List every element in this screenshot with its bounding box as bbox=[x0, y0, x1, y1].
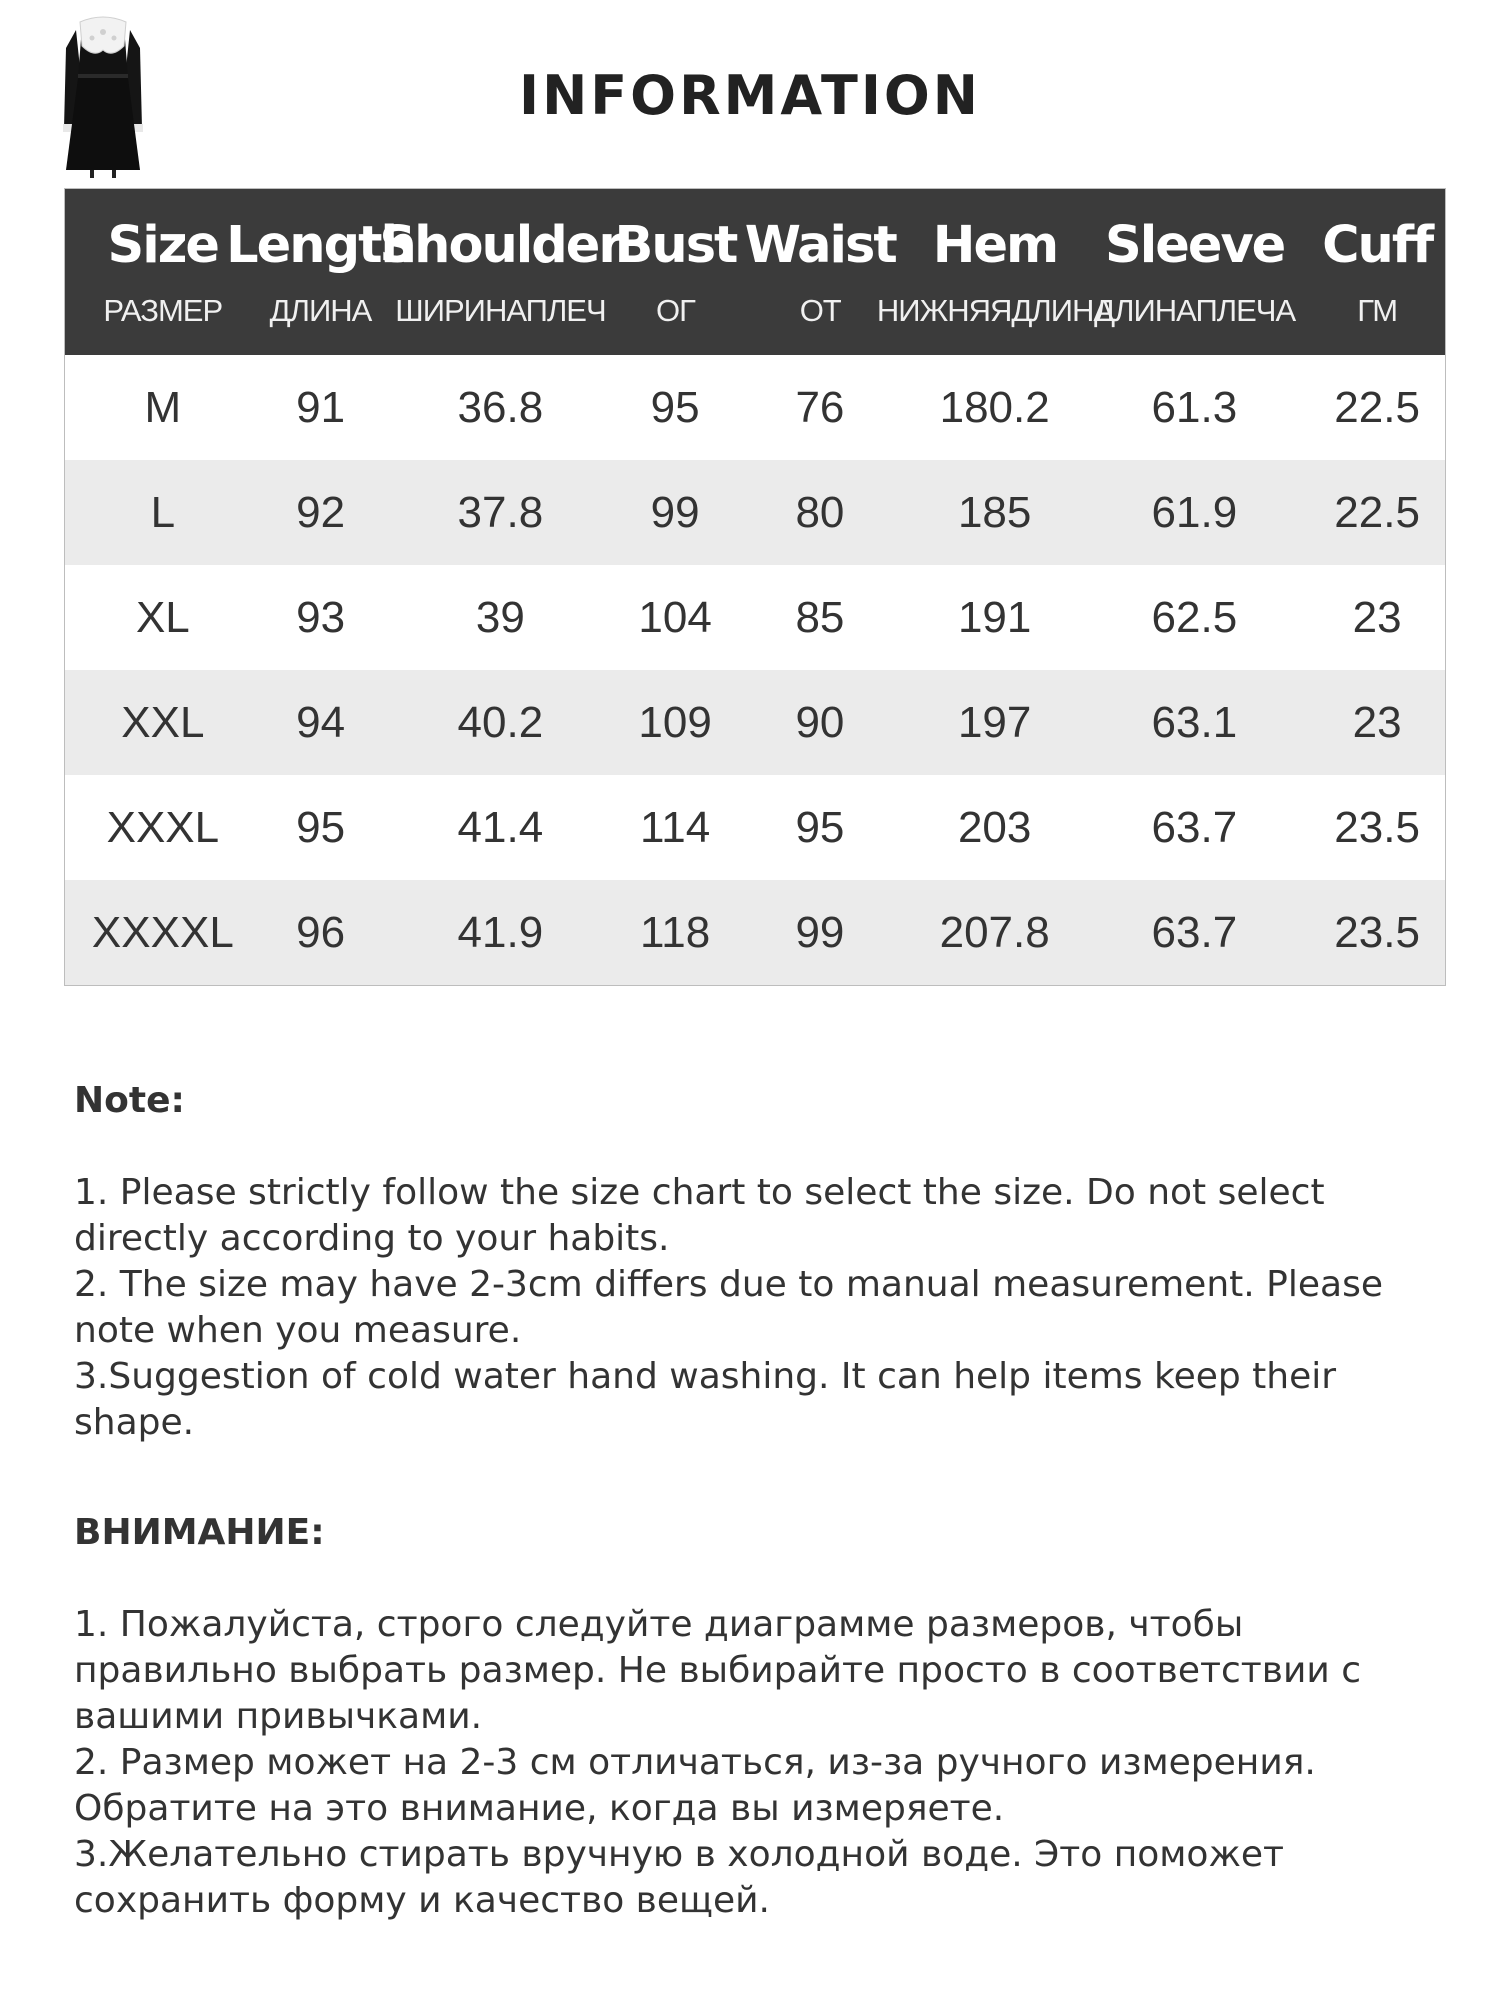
header-cuff-en: Cuff bbox=[1322, 216, 1433, 275]
table-row bbox=[65, 565, 1445, 670]
cell-shoulder: 41.4 bbox=[457, 802, 544, 852]
cell-cuff: 23.5 bbox=[1334, 802, 1420, 852]
cell-length: 93 bbox=[296, 592, 346, 642]
cell-bust: 114 bbox=[640, 802, 711, 852]
cell-hem: 207.8 bbox=[939, 907, 1050, 957]
cell-hem: 191 bbox=[957, 592, 1032, 642]
header-cuff bbox=[1309, 189, 1445, 355]
table-row bbox=[65, 355, 1445, 460]
header-hem-ru: НИЖНЯЯДЛИНА bbox=[876, 293, 1114, 328]
page-title: INFORMATION bbox=[518, 64, 982, 127]
table-row bbox=[65, 460, 1445, 565]
table-row bbox=[65, 670, 1445, 775]
header-shoulder-en: Shoulder bbox=[379, 216, 622, 275]
cell-hem: 197 bbox=[957, 697, 1032, 747]
header-bust-en: Bust bbox=[614, 216, 737, 275]
cell-waist: 85 bbox=[795, 592, 845, 642]
size-chart-table bbox=[64, 188, 1446, 986]
cell-sleeve: 63.7 bbox=[1151, 907, 1238, 957]
cell-size: XXL bbox=[121, 697, 205, 747]
note-line: 1. Пожалуйста, строго следуйте диаграмме размеров, чтобы правильно выбрать размер. Не выбирайте просто в соответствии с вашими привычками. bbox=[74, 1604, 1362, 1737]
cell-length: 96 bbox=[296, 907, 346, 957]
header-bust bbox=[614, 189, 737, 355]
note-line: 1. Please strictly follow the size chart to select the size. Do not select directly according to your habits. bbox=[74, 1172, 1325, 1259]
cell-length: 91 bbox=[296, 382, 346, 432]
notes-russian bbox=[74, 1510, 1414, 1924]
header-bust-ru: ОГ bbox=[656, 293, 695, 328]
cell-size: XXXL bbox=[106, 802, 220, 852]
cell-bust: 118 bbox=[640, 907, 711, 957]
header-sleeve-ru: ДЛИНАПЛЕЧА bbox=[1094, 293, 1296, 328]
cell-waist: 95 bbox=[795, 802, 845, 852]
header-shoulder bbox=[380, 189, 620, 355]
header-length-ru: ДЛИНА bbox=[269, 293, 372, 328]
table-header bbox=[65, 189, 1445, 355]
cell-length: 94 bbox=[296, 697, 346, 747]
cell-waist: 99 bbox=[795, 907, 845, 957]
cell-bust: 95 bbox=[650, 382, 700, 432]
table-row bbox=[65, 775, 1445, 880]
header-size-en: Size bbox=[107, 216, 218, 275]
cell-waist: 76 bbox=[795, 382, 845, 432]
header-cuff-ru: ГМ bbox=[1357, 293, 1398, 328]
header-length-en: Length bbox=[226, 216, 415, 275]
notes-heading: Note: bbox=[74, 1080, 185, 1121]
cell-sleeve: 62.5 bbox=[1151, 592, 1238, 642]
cell-sleeve: 63.7 bbox=[1151, 802, 1238, 852]
cell-bust: 104 bbox=[638, 592, 712, 642]
cell-size: XL bbox=[135, 592, 190, 642]
cell-shoulder: 41.9 bbox=[457, 907, 544, 957]
cell-bust: 99 bbox=[650, 487, 700, 537]
note-line: 2. Размер может на 2-3 см отличаться, из-за ручного измерения. Обратите на это внимание, когда вы измеряете. bbox=[74, 1742, 1316, 1829]
header-hem bbox=[876, 189, 1114, 355]
header-waist-en: Waist bbox=[744, 216, 896, 275]
cell-size: XXXXL bbox=[91, 907, 234, 957]
cell-cuff: 22.5 bbox=[1334, 382, 1420, 432]
header-waist bbox=[730, 189, 910, 355]
cell-hem: 203 bbox=[957, 802, 1032, 852]
cell-size: M bbox=[144, 382, 182, 432]
cell-sleeve: 61.3 bbox=[1151, 382, 1238, 432]
cell-waist: 80 bbox=[795, 487, 845, 537]
cell-cuff: 23.5 bbox=[1334, 907, 1420, 957]
header-shoulder-ru: ШИРИНАПЛЕЧ bbox=[395, 293, 606, 328]
table-row bbox=[65, 880, 1445, 985]
header-sleeve bbox=[1080, 189, 1309, 355]
cell-bust: 109 bbox=[638, 697, 712, 747]
header-sleeve-en: Sleeve bbox=[1105, 216, 1285, 275]
cell-waist: 90 bbox=[795, 697, 845, 747]
cell-hem: 185 bbox=[957, 487, 1032, 537]
cell-length: 95 bbox=[296, 802, 346, 852]
cell-sleeve: 61.9 bbox=[1151, 487, 1238, 537]
cell-size: L bbox=[150, 487, 176, 537]
cell-shoulder: 37.8 bbox=[457, 487, 544, 537]
cell-shoulder: 36.8 bbox=[457, 382, 544, 432]
header-hem-en: Hem bbox=[932, 216, 1058, 275]
note-line: 2. The size may have 2-3cm differs due to manual measurement. Please note when you measure. bbox=[74, 1264, 1383, 1351]
cell-shoulder: 40.2 bbox=[457, 697, 544, 747]
notes-heading: ВНИМАНИЕ: bbox=[74, 1512, 325, 1553]
cell-cuff: 23 bbox=[1352, 697, 1402, 747]
cell-cuff: 22.5 bbox=[1334, 487, 1420, 537]
header-length bbox=[226, 189, 415, 355]
cell-sleeve: 63.1 bbox=[1151, 697, 1238, 747]
notes-english bbox=[74, 1078, 1414, 1446]
cell-cuff: 23 bbox=[1352, 592, 1402, 642]
note-line: 3.Желательно стирать вручную в холодной воде. Это поможет сохранить форму и качество вещей. bbox=[74, 1834, 1284, 1921]
cell-hem: 180.2 bbox=[939, 382, 1050, 432]
header-size-ru: РАЗМЕР bbox=[103, 293, 223, 328]
cell-shoulder: 39 bbox=[475, 592, 525, 642]
note-line: 3.Suggestion of cold water hand washing. It can help items keep their shape. bbox=[74, 1356, 1337, 1443]
cell-length: 92 bbox=[296, 487, 346, 537]
header-waist-ru: ОТ bbox=[799, 293, 841, 328]
